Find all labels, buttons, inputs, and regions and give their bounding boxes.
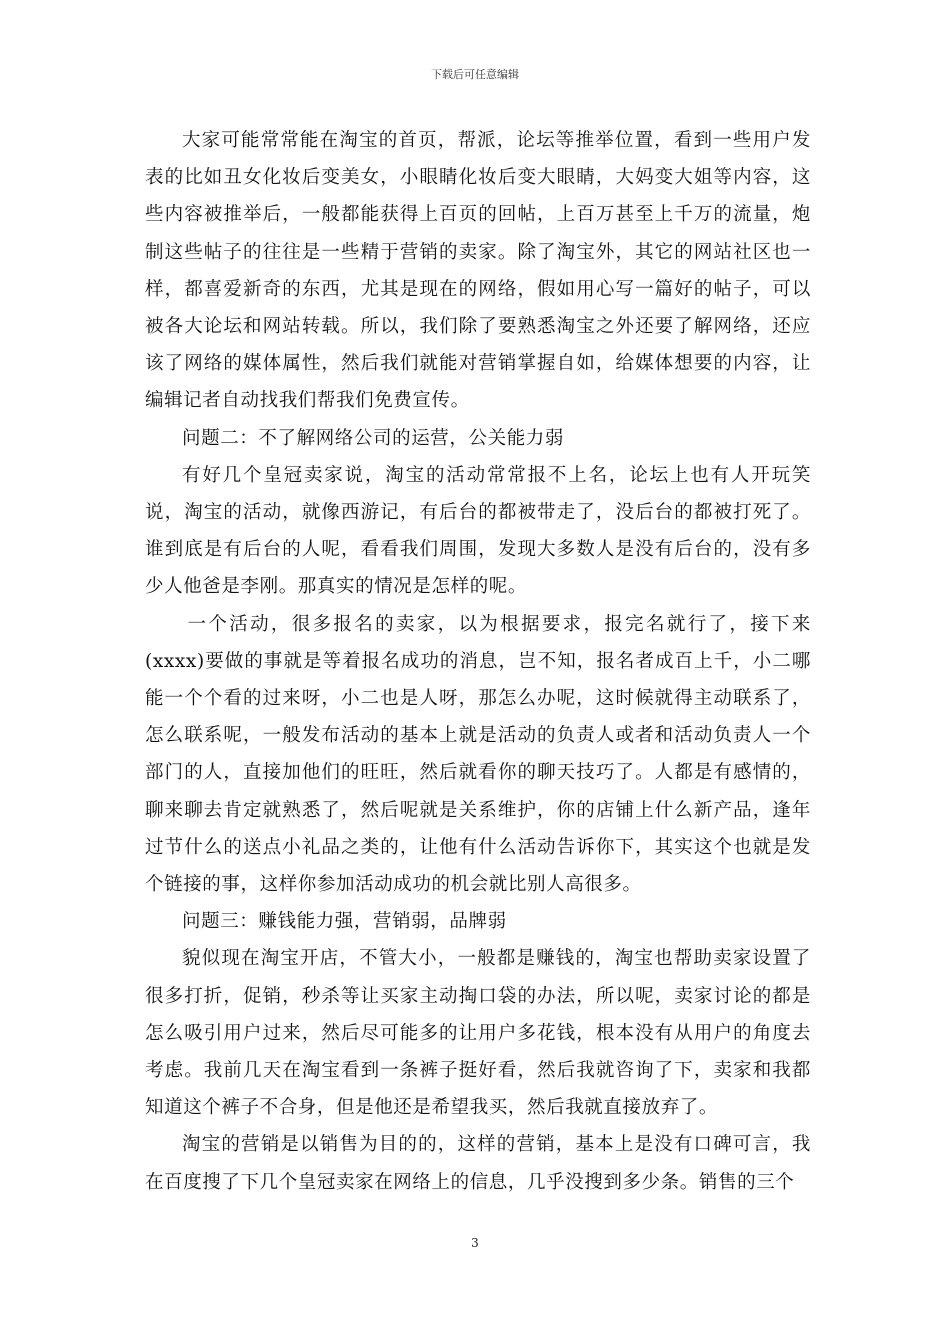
document-body bbox=[145, 122, 811, 1201]
paragraph-1: 大家可能常常能在淘宝的首页，帮派，论坛等推举位置，看到一些用户发表的比如丑女化妆后变美女，小眼睛化妆后变大眼睛，大妈变大姐等内容，这些内容被推举后，一般都能获得上百页的回帖，上百万甚至上千万的流量，炮制这些帖子的往往是一些精于营销的卖家。除了淘宝外，其它的网站社区也一样，都喜爱新奇的东西，尤其是现在的网络，假如用心写一篇好的帖子，可以被各大论坛和网站转载。所以，我们除了要熟悉淘宝之外还要了解网络，还应该了网络的媒体属性，然后我们就能对营销掌握自如，给媒体想要的内容，让编辑记者自动找我们帮我们免费宣传。 bbox=[145, 130, 811, 412]
paragraph-5: 淘宝的营销是以销售为目的的，这样的营销，基本上是没有口碑可言，我在百度搜了下几个皇冠卖家在网络上的信息，几乎没搜到多少条。销售的三个 bbox=[145, 1134, 811, 1193]
heading-question-two: 问题二：不了解网络公司的运营，公关能力弱 bbox=[182, 427, 565, 449]
heading-question-three: 问题三：赚钱能力强，营销弱，品牌弱 bbox=[182, 911, 507, 933]
paragraph-4: 貌似现在淘宝开店，不管大小，一般都是赚钱的，淘宝也帮助卖家设置了很多打折，促销，秒杀等让买家主动掏口袋的办法，所以呢，卖家讨论的都是怎么吸引用户过来，然后尽可能多的让用户多花钱，根本没有从用户的角度去考虑。我前几天在淘宝看到一条裤子挺好看，然后我就咨询了下，卖家和我都知道这个裤子不合身，但是他还是希望我买，然后我就直接放弃了。 bbox=[145, 948, 811, 1119]
page-header-note: 下载后可任意编辑 bbox=[431, 68, 519, 81]
paragraph-2: 有好几个皇冠卖家说，淘宝的活动常常报不上名，论坛上也有人开玩笑说，淘宝的活动，就像西游记，有后台的都被带走了，没后台的都被打死了。谁到底是有后台的人呢，看看我们周围，发现大多数人是没有后台的，没有多少人他爸是李刚。那真实的情况是怎样的呢。 bbox=[145, 464, 811, 598]
page-number: 3 bbox=[471, 1236, 479, 1250]
paragraph-3: 一个活动，很多报名的卖家，以为根据要求，报完名就行了，接下来(xxxx)要做的事就是等着报名成功的消息，岂不知，报名者成百上千，小二哪能一个个看的过来呀，小二也是人呀，那怎么办呢，这时候就得主动联系了，怎么联系呢，一般发布活动的基本上就是活动的负责人或者和活动负责人一个部门的人，直接加他们的旺旺，然后就看你的聊天技巧了。人都是有感情的，聊来聊去肯定就熟悉了，然后呢就是关系维护，你的店铺上什么新产品，逢年过节什么的送点小礼品之类的，让他有什么活动告诉你下，其实这个也就是发个链接的事，这样你参加活动成功的机会就比别人高很多。 bbox=[145, 613, 811, 896]
